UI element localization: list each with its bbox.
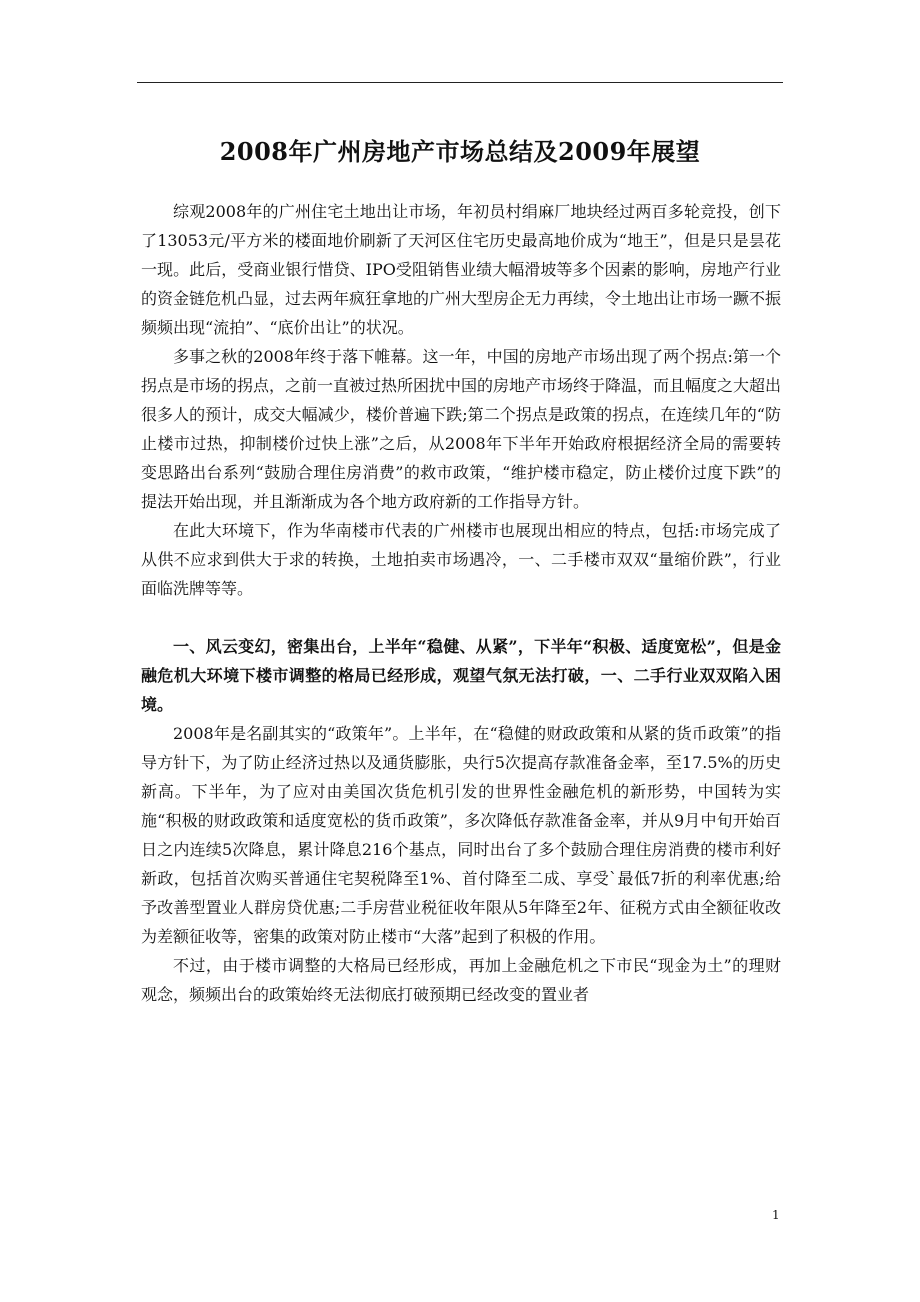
paragraph-however: 不过，由于楼市调整的大格局已经形成，再加上金融危机之下市民“现金为土”的理财观念，频频出台的政策始终无法彻底打破预期已经改变的置业者 xyxy=(141,956,781,1004)
paragraph-land-market: 综观2008年的广州住宅土地出让市场，年初员村绢麻厂地块经过两百多轮竞投，创下了13053元/平方米的楼面地价刷新了天河区住宅历史最高地价成为“地王”，但是只是昙花一现。此后，受商业银行惜贷、IPO受阻销售业绩大幅滑坡等多个因素的影响，房地产行业的资金链危机凸显，过去两年疯狂拿地的广州大型房企无力再续，令土地出让市场一蹶不振频频出现“流拍”、“底价出让”的状况。 xyxy=(141,202,782,337)
paragraph-turning-points: 多事之秋的2008年终于落下帷幕。这一年，中国的房地产市场出现了两个拐点:第一个拐点是市场的拐点，之前一直被过热所困扰中国的房地产市场终于降温，而且幅度之大超出很多人的预计，成交大幅减少，楼价普遍下跌;第二个拐点是政策的拐点，在连续几年的“防止楼市过热，抑制楼价过快上涨”之后，从2008年下半年开始政府根据经济全局的需要转变思路出台系列“鼓励合理住房消费”的救市政策，“维护楼市稳定，防止楼价过度下跌”的提法开始出现，并且渐渐成为各个地方政府新的工作指导方针。 xyxy=(141,347,782,511)
section-heading-1: 一、风云变幻，密集出台，上半年“稳健、从紧”，下半年“积极、适度宽松”，但是金融危机大环境下楼市调整的格局已经形成，观望气氛无法打破，一、二手行业双双陷入困境。 xyxy=(141,637,781,714)
header-rule xyxy=(137,82,783,83)
paragraph-policy-year: 2008年是名副其实的“政策年”。上半年，在“稳健的财政政策和从紧的货币政策”的指导方针下，为了防止经济过热以及通货膨胀，央行5次提高存款准备金率，至17.5%的历史新高。下半年，为了应对由美国次货危机引发的世界性金融危机的新形势，中国转为实施“积极的财政政策和适度宽松的货币政策”，多次降低存款准备金率，并从9月中旬开始百日之内连续5次降息，累计降息216个基点，同时出台了多个鼓励合理住房消费的楼市利好新政，包括首次购买普通住宅契税降至1%、首付降至二成、享受`最低7折的利率优惠;给予改善型置业人群房贷优惠;二手房营业税征收年限从5年降至2年、征税方式由全额征收改为差额征收等，密集的政策对防止楼市“大落”起到了积极的作用。 xyxy=(141,724,781,946)
page-number: 1 xyxy=(772,1208,780,1222)
paragraph-guangzhou-features: 在此大环境下，作为华南楼市代表的广州楼市也展现出相应的特点，包括:市场完成了从供不应求到供大于求的转换，土地拍卖市场遇冷，一、二手楼市双双“量缩价跌”，行业面临洗牌等等。 xyxy=(141,521,781,598)
document-title: 2008年广州房地产市场总结及2009年展望 xyxy=(219,137,701,167)
document-body xyxy=(141,197,781,1009)
